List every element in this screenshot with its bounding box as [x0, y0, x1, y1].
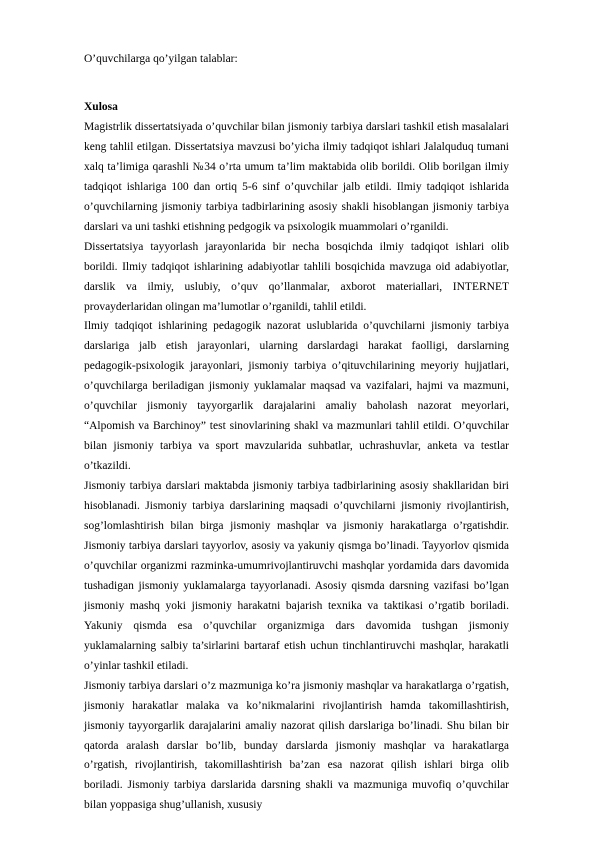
paragraph: Magistrlik dissertatsiyada o’quvchilar bilan jismoniy tarbiya darslari tashkil etish masalalari keng tahlil etilgan. Dissertatsiya mavzusi bo’yicha ilmiy tadqiqot ishlari Jalalquduq tumani xalq ta’limiga qarashli №34 o’rta umum ta’lim maktabida olib borildi. Olib borilgan ilmiy tadqiqot ishlariga 100 dan ortiq 5-6 sinf o’quvchilar jalb etildi. Ilmiy tadqiqot ishlarida o’quvchilarning jismoniy tarbiya tadbirlarining asosiy shakli hisoblangan jismoniy tarbiya darslari va uni tashki etishning pedgogik va psixologik muammolari o’rganildi. — [84, 120, 509, 233]
paragraph: Jismoniy tarbiya darslari o’z mazmuniga ko’ra jismoniy mashqlar va harakatlarga o’rgatish, jismoniy harakatlar malaka va ko’nikmalarini rivojlantirish hamda takomillashtirish, jismoniy tayyorgarlik darajalarini amaliy nazorat qilish darslariga bo’linadi. Shu bilan bir qatorda aralash darslar bo’lib, bunday darslarda jismoniy mashqlar va harakatlarga o’rgatish, rivojlantirish, takomillashtirish ba’zan esa nazorat qilish ishlari birga olib boriladi. Jismoniy tarbiya darslarida darsning shakli va mazmuniga muvofiq o’quvchilar bilan yoppasiga shug’ullanish, xususiy — [84, 679, 509, 812]
paragraph: Ilmiy tadqiqot ishlarining pedagogik nazorat uslublarida o’quvchilarni jismoniy tarbiya darslariga jalb etish jarayonlari, ularning darslardagi harakat faolligi, darslarning pedagogik-psixologik jarayonlari, jismoniy tarbiya o’qituvchilarining meyoriy hujjatlari, o’quvchilarga beriladigan jismoniy yuklamalar maqsad va vazifalari, hajmi va mazmuni, o’quvchilar jismoniy tayyorgarlik darajalarini amaliy baholash nazorat meyorlari, “Alpomish va Barchinoy” test sinovlarining shakl va mazmunlari tahlil etildi. O’quvchilar bilan jismoniy tarbiya va sport mavzularida suhbatlar, uchrashuvlar, anketa va testlar o’tkazildi. — [84, 320, 509, 473]
paragraph: Jismoniy tarbiya darslari maktabda jismoniy tarbiya tadbirlarining asosiy shakllaridan biri hisoblanadi. Jismoniy tarbiya darslarining maqsadi o’quvchilarni jismoniy rivojlantirish, sog’lomlashtirish bilan birga jismoniy mashqlar va jismoniy harakatlarga o’rgatishdir. Jismoniy tarbiya darslari tayyorlov, asosiy va yakuniy qismga bo’linadi. Tayyorlov qismida o’quvchilar organizmi razminka-umumrivojlantiruvchi mashqlar yordamida dars davomida tushadigan jismoniy yuklamalarga tayyorlanadi. Asosiy qismda darsning vazifasi bo’lgan jismoniy mashq yoki jismoniy harakatni bajarish texnika va taktikasi o’rgatib boriladi. Yakuniy qismda esa o’quvchilar organizmiga dars davomida tushgan jismoniy yuklamalarning salbiy ta’sirlarini bartaraf etish uchun tinchlantiruvchi mashqlar, harakatli o’yinlar tashkil etiladi. — [84, 480, 509, 672]
section-heading: Xulosa — [84, 101, 118, 113]
intro-line: O’quvchilarga qo’yilgan talablar: — [84, 53, 238, 65]
paragraph: Dissertatsiya tayyorlash jarayonlarida bir necha bosqichda ilmiy tadqiqot ishlari olib borildi. Ilmiy tadqiqot ishlarining adabiyotlar tahlili bosqichida mavzuga oid adabiyotlar, darslik va ilmiy, uslubiy, o’quv qo’llanmalar, axborot materiallari, INTERNET provayderlaridan olingan ma’lumotlar o’rganildi, tahlil etildi. — [84, 240, 509, 313]
document-body — [84, 98, 509, 816]
